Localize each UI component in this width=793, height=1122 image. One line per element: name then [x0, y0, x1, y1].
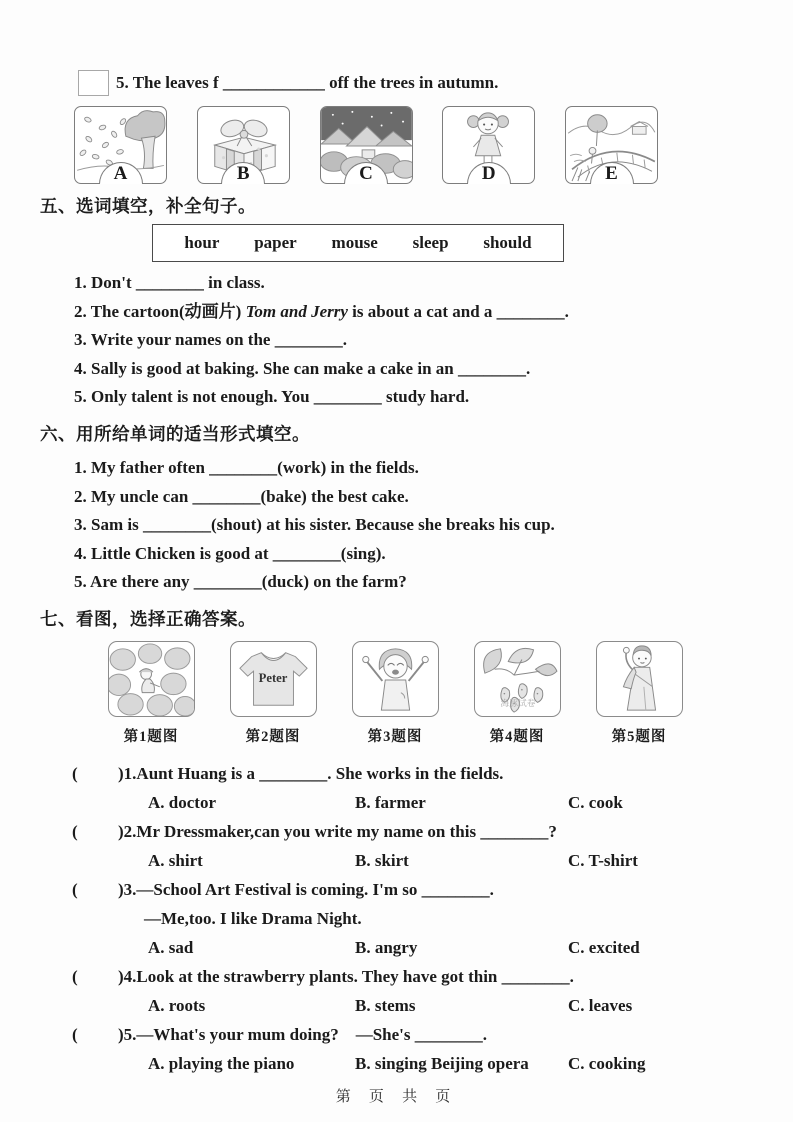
picture-5-caption: 第5题图	[611, 728, 667, 745]
watermark-text: 海豚试卷	[499, 698, 535, 709]
picture-options-row	[74, 106, 658, 184]
answer-paren: (	[72, 821, 78, 841]
word-bank-word: paper	[254, 233, 297, 252]
answer-paren: (	[72, 966, 78, 986]
question-3-line2: —Me,too. I like Drama Night.	[144, 908, 362, 928]
sentence: 4. Sally is good at baking. She can make a cake in an ________.	[74, 358, 531, 378]
option-c: C. cook	[568, 792, 623, 812]
option-b: B. singing Beijing opera	[355, 1053, 529, 1073]
option-b: B. farmer	[355, 792, 426, 812]
question-5-text-post: off the trees in autumn.	[324, 73, 499, 92]
picture-3-caption: 第3题图	[367, 728, 423, 745]
option-a: A. roots	[148, 995, 206, 1015]
question-text: Aunt Huang is a ________. She works in the fields.	[136, 763, 504, 783]
section6-title: 六、用所给单词的适当形式填空。	[40, 423, 310, 444]
question-number: )4.	[118, 966, 137, 986]
option-b: B. angry	[355, 937, 418, 957]
option-label-d: D	[467, 162, 511, 184]
word-bank-word: should	[483, 233, 532, 252]
picture-3	[344, 641, 446, 746]
picture-option-b	[197, 106, 290, 184]
question-number: )5.	[118, 1024, 137, 1044]
option-label-b: B	[221, 162, 265, 184]
question-1-options	[148, 788, 793, 817]
option-label-e: E	[590, 162, 634, 184]
option-label-c: C	[344, 162, 388, 184]
option-a: A. shirt	[148, 850, 203, 870]
question-3	[72, 875, 793, 904]
sentence	[74, 298, 793, 327]
cartoon-title: Tom and Jerry	[245, 301, 348, 321]
question-number: )3.	[118, 879, 137, 899]
question-number: )1.	[118, 763, 137, 783]
shirt-name-label: Peter	[258, 670, 287, 685]
sentence: 5. Only talent is not enough. You ________ study hard.	[74, 387, 470, 407]
question-2	[72, 817, 793, 846]
sentence-post: is about a cat and a ________.	[347, 301, 569, 321]
sentence-pre: 2. The cartoon(动画片)	[74, 301, 246, 321]
option-a: A. sad	[148, 937, 194, 957]
option-c: C. cooking	[568, 1053, 646, 1073]
section7-title: 七、看图，选择正确答案。	[40, 608, 256, 629]
question-5-row	[78, 70, 793, 96]
option-b: B. stems	[355, 995, 416, 1015]
sentence: 5. Are there any ________(duck) on the farm?	[74, 572, 407, 592]
question-1	[72, 759, 793, 788]
t-shirt-image	[231, 642, 316, 716]
question-4	[72, 962, 793, 991]
page-footer: 第 页 共 页	[335, 1088, 458, 1105]
sentence: 1. My father often ________(work) in the fields.	[74, 457, 419, 477]
section6-items	[74, 454, 793, 597]
option-label-a: A	[99, 162, 143, 184]
word-bank-word: sleep	[412, 233, 449, 252]
question-text: —What's your mum doing? —She's ________.	[136, 1024, 488, 1044]
option-c: C. leaves	[568, 995, 633, 1015]
option-c: C. excited	[568, 937, 640, 957]
question-5-options	[148, 1049, 793, 1078]
word-bank	[152, 224, 564, 262]
picture-4	[466, 641, 568, 746]
boy-in-opera-costume-image	[597, 642, 682, 716]
answer-paren: (	[72, 763, 78, 783]
sentence: 3. Write your names on the ________.	[74, 330, 347, 350]
question-3-options	[148, 933, 793, 962]
picture-option-c	[320, 106, 413, 184]
strawberry-plant-image	[475, 642, 560, 716]
picture-4-caption: 第4题图	[489, 728, 545, 745]
answer-paren: (	[72, 879, 78, 899]
answer-paren: (	[72, 1024, 78, 1044]
section5-items	[74, 269, 793, 412]
question-text: —School Art Festival is coming. I'm so ________.	[136, 879, 494, 899]
option-c: C. T-shirt	[568, 850, 638, 870]
word-bank-word: mouse	[331, 233, 378, 252]
picture-option-d	[442, 106, 535, 184]
question-number: )2.	[118, 821, 137, 841]
option-a: A. doctor	[148, 792, 216, 812]
question-text: Mr Dressmaker,can you write my name on this ________?	[136, 821, 557, 841]
sentence: 2. My uncle can ________(bake) the best cake.	[74, 486, 409, 506]
picture-2-caption: 第2题图	[245, 728, 301, 745]
picture-1-caption: 第1题图	[123, 728, 179, 745]
sentence: 3. Sam is ________(shout) at his sister. Because she breaks his cup.	[74, 515, 555, 535]
picture-option-a	[74, 106, 167, 184]
picture-option-e	[565, 106, 658, 184]
question-2-options	[148, 846, 793, 875]
excited-girl-image	[353, 642, 438, 716]
picture-2	[222, 641, 324, 746]
option-b: B. skirt	[355, 850, 409, 870]
question-5	[72, 1020, 793, 1049]
question-5-blank: ____________	[222, 73, 325, 92]
picture-5	[588, 641, 690, 746]
question-5-text-pre: 5. The leaves f	[116, 73, 223, 92]
question-4-options	[148, 991, 793, 1020]
picture-1	[100, 641, 202, 746]
sentence: 1. Don't ________ in class.	[74, 273, 265, 292]
woman-working-in-fields-image	[109, 642, 194, 716]
question-text: Look at the strawberry plants. They have got thin ________.	[136, 966, 574, 986]
answer-box	[78, 70, 109, 96]
sentence: 4. Little Chicken is good at ________(sing).	[74, 543, 386, 563]
section7-questions	[72, 759, 793, 1078]
section7-pictures-row	[100, 641, 690, 746]
word-bank-word: hour	[184, 233, 220, 252]
option-a: A. playing the piano	[148, 1053, 295, 1073]
section5-title: 五、选词填空，补全句子。	[40, 196, 256, 216]
